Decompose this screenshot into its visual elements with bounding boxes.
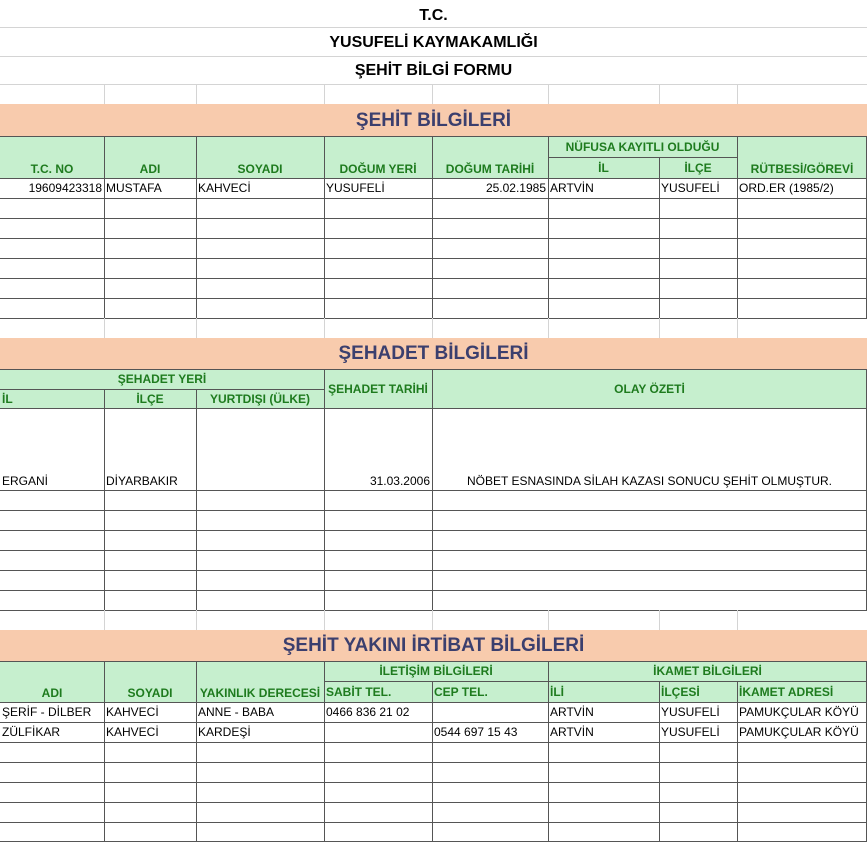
table-border <box>324 136 325 318</box>
table-border <box>432 369 433 610</box>
header-olay-ozeti: OLAY ÖZETİ <box>432 369 867 408</box>
table-border <box>196 661 197 842</box>
gridline <box>104 610 105 630</box>
header-sabit-tel: SABİT TEL. <box>324 681 432 702</box>
section-sehit-bilgileri: ŞEHİT BİLGİLERİ <box>0 104 867 136</box>
gridline <box>196 610 197 630</box>
table-border <box>0 408 867 409</box>
gridline <box>104 318 105 338</box>
cell-yakin-adi: ŞERİF - DİLBER <box>2 705 92 719</box>
cell-olay-ozeti: NÖBET ESNASINDA SİLAH KAZASI SONUCU ŞEHİT OLMUŞTUR. <box>467 474 832 488</box>
cell-dogum-yeri: YUSUFELİ <box>326 181 385 195</box>
cell-adi: MUSTAFA <box>106 181 162 195</box>
header-yakin-soyadi: SOYADI <box>104 661 196 702</box>
header-yakin-adi: ADI <box>0 661 104 702</box>
gridline <box>0 56 867 57</box>
title-form: ŞEHİT BİLGİ FORMU <box>354 62 513 79</box>
section-sehadet-bilgileri: ŞEHADET BİLGİLERİ <box>0 338 867 369</box>
cell-tc-no: 19609423318 <box>28 181 102 195</box>
table-border <box>0 570 867 571</box>
gridline <box>324 318 325 338</box>
header-nufus-group: NÜFUSA KAYITLI OLDUĞU <box>548 136 737 157</box>
cell-yakin-soyadi: KAHVECİ <box>106 705 159 719</box>
header-dogum-yeri: DOĞUM YERİ <box>324 136 432 178</box>
gridline <box>548 84 549 104</box>
header-yakinlik: YAKINLIK DERECESİ <box>196 661 324 702</box>
table-border <box>0 590 867 591</box>
table-border <box>548 661 549 842</box>
cell-sabit-tel: 0466 836 21 02 <box>326 705 410 719</box>
gridline <box>659 318 660 338</box>
gridline <box>104 84 105 104</box>
gridline <box>324 610 325 630</box>
table-border <box>432 136 433 318</box>
gridline <box>659 84 660 104</box>
gridline <box>737 610 738 630</box>
table-border <box>324 369 325 610</box>
table-border <box>196 389 197 610</box>
header-tc-no: T.C. NO <box>0 136 104 178</box>
cell-yakinlik: KARDEŞİ <box>198 725 251 739</box>
header-ikamet-group: İKAMET BİLGİLERİ <box>548 661 867 681</box>
table-border <box>659 157 660 318</box>
title-tc: T.C. <box>419 7 448 24</box>
header-rutbe: RÜTBESİ/GÖREVİ <box>737 136 867 178</box>
table-border <box>0 369 867 370</box>
header-cep-tel: CEP TEL. <box>432 681 548 702</box>
gridline <box>737 84 738 104</box>
table-border <box>659 681 660 842</box>
cell-ikamet-adresi: PAMUKÇULAR KÖYÜ <box>739 725 859 739</box>
table-border <box>737 681 738 842</box>
cell-ilce: YUSUFELİ <box>661 181 720 195</box>
header-sehadet-ilce: İLÇE <box>104 389 196 408</box>
cell-sehadet-ilce: DİYARBAKIR <box>106 474 178 488</box>
header-ilcesi: İLÇESİ <box>659 681 737 702</box>
gridline <box>548 610 549 630</box>
table-border <box>324 661 325 842</box>
table-border <box>104 661 105 842</box>
gridline <box>548 318 549 338</box>
header-ikamet-adresi: İKAMET ADRESİ <box>737 681 867 702</box>
cell-rutbe: ORD.ER (1985/2) <box>739 181 834 195</box>
gridline <box>737 318 738 338</box>
cell-soyadi: KAHVECİ <box>198 181 251 195</box>
cell-il: ARTVİN <box>550 181 594 195</box>
cell-sabit-tel <box>324 722 432 742</box>
header-sehadet-tarihi: ŞEHADET TARİHİ <box>324 369 432 408</box>
cell-cep-tel <box>432 702 548 722</box>
header-soyadi: SOYADI <box>196 136 324 178</box>
title-kaymakamlik: YUSUFELİ KAYMAKAMLIĞI <box>329 34 538 51</box>
table-border <box>0 550 867 551</box>
header-il: İL <box>548 157 659 178</box>
header-sehadet-il: İL <box>0 389 104 408</box>
cell-yakinlik: ANNE - BABA <box>198 705 275 719</box>
header-iletisim-group: İLETİŞİM BİLGİLERİ <box>324 661 548 681</box>
table-border <box>0 490 867 491</box>
cell-sehadet-tarihi: 31.03.2006 <box>369 474 430 488</box>
gridline <box>196 318 197 338</box>
cell-ili: ARTVİN <box>550 725 594 739</box>
table-border <box>104 136 105 318</box>
cell-yakin-soyadi: KAHVECİ <box>106 725 159 739</box>
cell-sehadet-il: ERGANİ <box>2 474 49 488</box>
cell-yakin-adi: ZÜLFİKAR <box>2 725 61 739</box>
table-border <box>324 681 867 682</box>
table-border <box>737 136 738 318</box>
table-border <box>104 389 105 610</box>
table-border <box>548 136 549 318</box>
section-yakin-irtibat: ŞEHİT YAKINI İRTİBAT BİLGİLERİ <box>0 630 867 661</box>
header-yurtdisi: YURTDIŞI (ÜLKE) <box>196 389 324 408</box>
table-border <box>0 510 867 511</box>
gridline <box>659 610 660 630</box>
cell-dogum-tarihi: 25.02.1985 <box>485 181 546 195</box>
cell-ili: ARTVİN <box>550 705 594 719</box>
cell-ilcesi: YUSUFELİ <box>661 705 720 719</box>
table-border <box>196 136 197 318</box>
table-border <box>0 530 867 531</box>
table-border <box>0 661 867 662</box>
gridline <box>196 84 197 104</box>
cell-ikamet-adresi: PAMUKÇULAR KÖYÜ <box>739 705 859 719</box>
gridline <box>432 84 433 104</box>
table-border <box>548 157 737 158</box>
gridline <box>324 84 325 104</box>
gridline <box>432 318 433 338</box>
table-border <box>432 681 433 842</box>
header-dogum-tarihi: DOĞUM TARİHİ <box>432 136 548 178</box>
table-border <box>0 389 324 390</box>
header-adi: ADI <box>104 136 196 178</box>
cell-yurtdisi <box>196 408 324 490</box>
header-sehadet-yeri-group: ŞEHADET YERİ <box>0 369 324 389</box>
cell-cep-tel: 0544 697 15 43 <box>434 725 518 739</box>
cell-ilcesi: YUSUFELİ <box>661 725 720 739</box>
header-ilce: İLÇE <box>659 157 737 178</box>
gridline <box>432 610 433 630</box>
header-ili: İLİ <box>548 681 659 702</box>
